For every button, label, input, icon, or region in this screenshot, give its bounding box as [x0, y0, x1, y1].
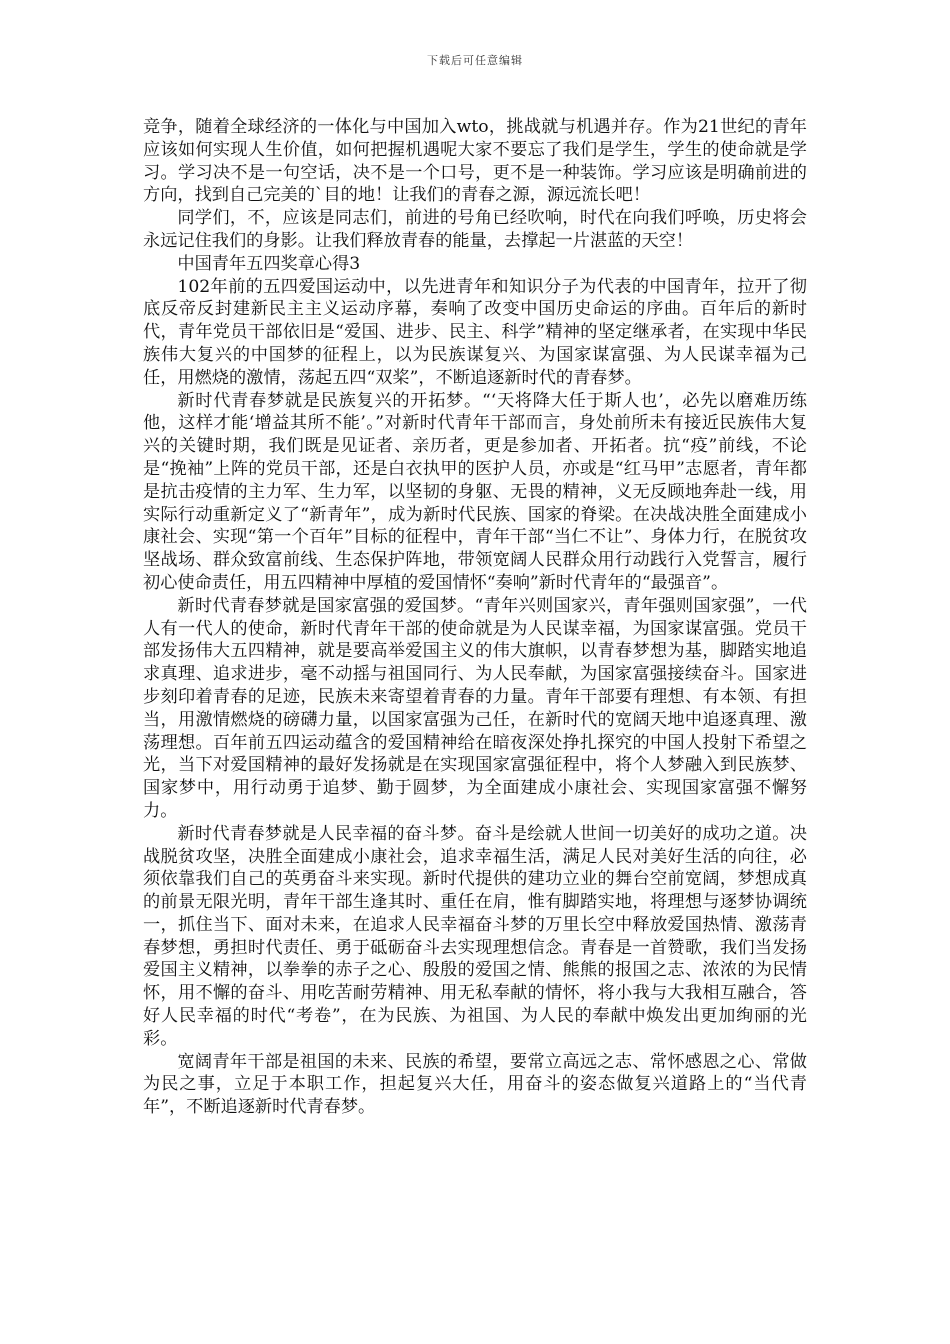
document-body — [143, 116, 807, 1119]
section-heading: 中国青年五四奖章心得3 — [177, 253, 361, 274]
paragraph-6: 新时代青春梦就是人民幸福的奋斗梦。奋斗是绘就人世间一切美好的成功之道。决战脱贫攻坚，决胜全面建成小康社会，追求幸福生活，满足人民对美好生活的向往，必须依靠我们自己的英勇奋斗来实现。新时代提供的建功立业的舞台空前宽阔，梦想成真的前景无限光明，青年干部生逢其时、重任在肩，惟有脚踏实地，将理想与逐梦协调统一，抓住当下、面对未来，在追求人民幸福奋斗梦的万里长空中释放爱国热情、激荡青春梦想，勇担时代责任、勇于砥砺奋斗去实现理想信念。青春是一首赞歌，我们当发扬爱国主义精神，以拳拳的赤子之心、殷殷的爱国之情、熊熊的报国之志、浓浓的为民情怀，用不懈的奋斗、用吃苦耐劳精神、用无私奉献的情怀，将小我与大我相互融合，答好人民幸福的时代“考卷”，在为民族、为祖国、为人民的奉献中焕发出更加绚丽的光彩。 — [143, 823, 807, 1049]
paragraph-3: 102年前的五四爱国运动中，以先进青年和知识分子为代表的中国青年，拉开了彻底反帝反封建新民主主义运动序幕，奏响了改变中国历史命运的序曲。百年后的新时代，青年党员干部依旧是“爱国、进步、民主、科学”精神的坚定继承者，在实现中华民族伟大复兴的中国梦的征程上，以为民族谋复兴、为国家谋富强、为人民谋幸福为己任，用燃烧的激情，荡起五四“双桨”，不断追逐新时代的青春梦。 — [143, 276, 807, 388]
paragraph-4: 新时代青春梦就是民族复兴的开拓梦。“‘天将降大任于斯人也’，必先以磨难历练他，这样才能‘增益其所不能’。”对新时代青年干部而言，身处前所未有接近民族伟大复兴的关键时期，我们既是见证者、亲历者，更是参加者、开拓者。抗“疫”前线，不论是“挽袖”上阵的党员干部，还是白衣执甲的医护人员，亦或是“红马甲”志愿者，青年都是抗击疫情的主力军、生力军，以坚韧的身躯、无畏的精神，义无反顾地奔赴一线，用实际行动重新定义了“新青年”，成为新时代民族、国家的脊梁。在决战决胜全面建成小康社会、实现“第一个百年”目标的征程中，青年干部“当仁不让”、身体力行，在脱贫攻坚战场、群众致富前线、生态保护阵地，带领宽阔人民群众用行动践行入党誓言，履行初心使命责任，用五四精神中厚植的爱国情怀“奏响”新时代青年的“最强音”。 — [143, 390, 807, 593]
paragraph-7: 宽阔青年干部是祖国的未来、民族的希望，要常立高远之志、常怀感恩之心、常做为民之事，立足于本职工作，担起复兴大任，用奋斗的姿态做复兴道路上的“当代青年”，不断追逐新时代青春梦。 — [143, 1051, 807, 1118]
page-header: 下载后可任意编辑 — [427, 54, 523, 67]
paragraph-1: 竞争，随着全球经济的一体化与中国加入wto，挑战就与机遇并存。作为21世纪的青年应该如何实现人生价值，如何把握机遇呢大家不要忘了我们是学生，学生的使命就是学习。学习决不是一句空话，决不是一个口号，更不是一种装饰。学习应该是明确前进的方向，找到自己完美的`目的地！让我们的青春之源，源远流长吧！ — [143, 117, 807, 206]
paragraph-5: 新时代青春梦就是国家富强的爱国梦。“青年兴则国家兴，青年强则国家强”，一代人有一代人的使命，新时代青年干部的使命就是为人民谋幸福，为国家谋富强。党员干部发扬伟大五四精神，就是要高举爱国主义的伟大旗帜，以青春梦想为基，脚踏实地追求真理、追求进步，毫不动摇与祖国同行、为人民奉献，为国家富强接续奋斗。国家进步刻印着青春的足迹，民族未来寄望着青春的力量。青年干部要有理想、有本领、有担当，用激情燃烧的磅礴力量，以国家富强为己任，在新时代的宽阔天地中追逐真理、激荡理想。百年前五四运动蕴含的爱国精神给在暗夜深处挣扎探究的中国人投射下希望之光，当下对爱国精神的最好发扬就是在实现国家富强征程中，将个人梦融入到民族梦、国家梦中，用行动勇于追梦、勤于圆梦，为全面建成小康社会、实现国家富强不懈努力。 — [143, 595, 807, 821]
paragraph-2: 同学们，不，应该是同志们，前进的号角已经吹响，时代在向我们呼唤，历史将会永远记住我们的身影。让我们释放青春的能量，去撑起一片湛蓝的天空！ — [143, 208, 807, 251]
